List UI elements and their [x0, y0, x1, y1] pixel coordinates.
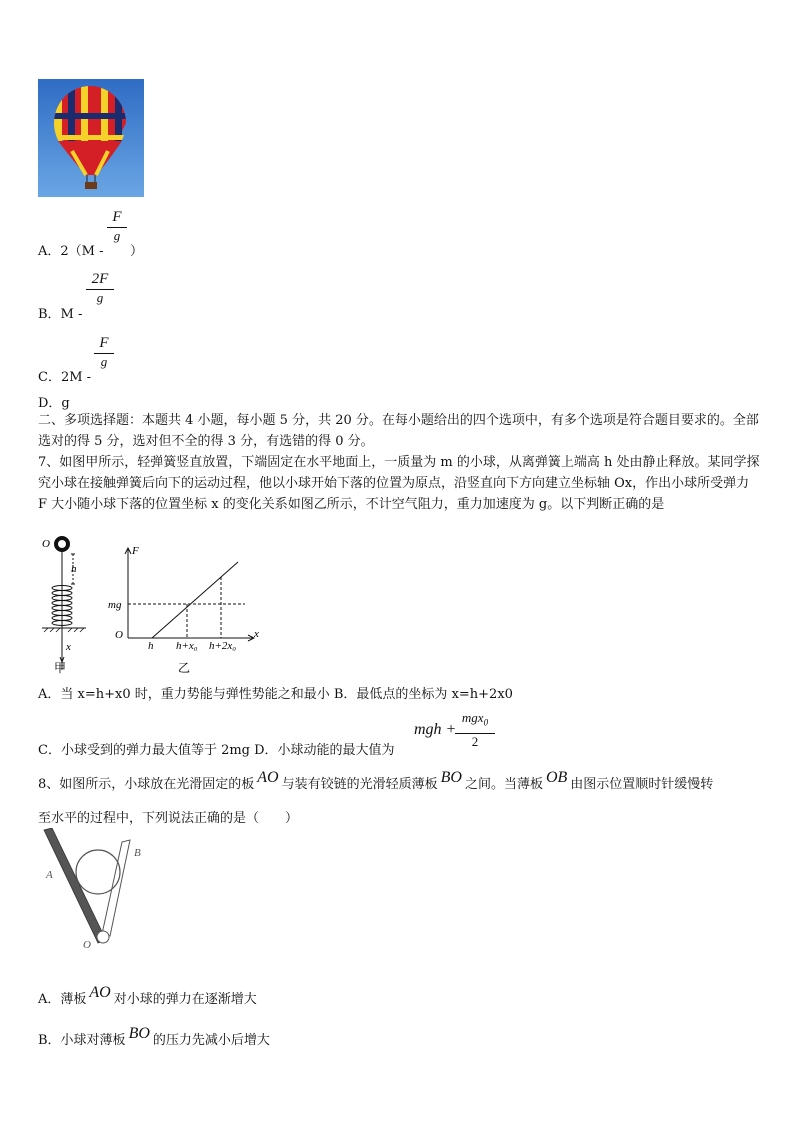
q6-option-b-fraction: 2F g — [86, 270, 114, 305]
q6-option-a-fraction: F g — [107, 208, 127, 243]
q6-option-a-suffix: ） — [130, 244, 144, 259]
q8-fig-o-label: O — [83, 939, 91, 951]
q6-option-a: A．2（M - — [38, 244, 104, 259]
fig-yi-caption: 乙 — [178, 661, 191, 675]
q6-option-d: D．g — [38, 396, 70, 411]
fig-yi-mg-label: mg — [108, 599, 122, 611]
fig-yi-x-label: x — [254, 628, 259, 640]
q7-figure-yi — [108, 545, 268, 675]
q8-option-a: A．薄板 AO 对小球的弹力在逐渐增大 — [38, 984, 257, 1007]
fig-jia-caption: 甲 — [54, 661, 67, 674]
fig-jia-o-label: O — [42, 538, 50, 550]
fig-jia-h-label: h — [71, 563, 77, 575]
q6-option-c: C．2M - — [38, 370, 92, 385]
q6-option-b: B．M - — [38, 307, 83, 322]
q7-option-cd: C．小球受到的弹力最大值等于 2mg D．小球动能的最大值为 — [38, 743, 395, 758]
q7-option-d-fraction: mgx$_0$ 2 — [455, 709, 495, 749]
fig-yi-h1-label: h+x₀ — [176, 640, 198, 652]
q8-stem-line1: 8、如图所示，小球放在光滑固定的板 AO 与装有铰链的光滑轻质薄板 BO 之间。当薄板 OB 由图示位置顺时针缓慢转 — [38, 769, 714, 792]
q6-option-c-fraction: F g — [94, 334, 114, 369]
q7-stem: 7、如图甲所示，轻弹簧竖直放置，下端固定在水平地面上，一质量为 m 的小球，从离弹簧上端高 h 处由静止释放。某同学探究小球在接触弹簧后向下的运动过程，他以小球开始下落的位置为原点，沿竖直向下方向建立坐标轴 Ox，作出小球所受弹力 F 大小随小球下落的位置坐标 x 的变化关系如图乙所示，不计空气阻力，重力加速度为 g。以下判断正确的是 — [38, 455, 760, 512]
section-2-heading: 二、多项选择题：本题共 4 小题，每小题 5 分，共 20 分。在每小题给出的四个选项中，有多个选项是符合题目要求的。全部选对的得 5 分，选对但不全的得 3 分，有选错的得 0 分。 — [38, 413, 759, 449]
q8-fig-b-label: B — [134, 847, 141, 859]
q8-fig-a-label: A — [46, 869, 53, 881]
fig-yi-o-label: O — [115, 629, 123, 641]
q8-stem-line2: 至水平的过程中，下列说法正确的是（ ） — [38, 811, 299, 826]
hot-air-balloon-image — [38, 79, 144, 197]
fig-jia-x-label: x — [66, 641, 71, 653]
q7-figure-jia — [38, 534, 98, 674]
fig-yi-h-label: h — [148, 640, 154, 652]
fig-yi-f-label: F — [132, 545, 139, 557]
q7-option-ab: A．当 x=h+x0 时，重力势能与弹性势能之和最小 B．最低点的坐标为 x=h+2x0 — [38, 687, 513, 702]
q7-option-d-formula-lead: mgh + — [414, 721, 457, 738]
q8-option-b: B．小球对薄板 BO 的压力先减小后增大 — [38, 1025, 270, 1048]
fig-yi-h2-label: h+2x₀ — [209, 640, 237, 652]
q8-figure — [40, 828, 160, 953]
